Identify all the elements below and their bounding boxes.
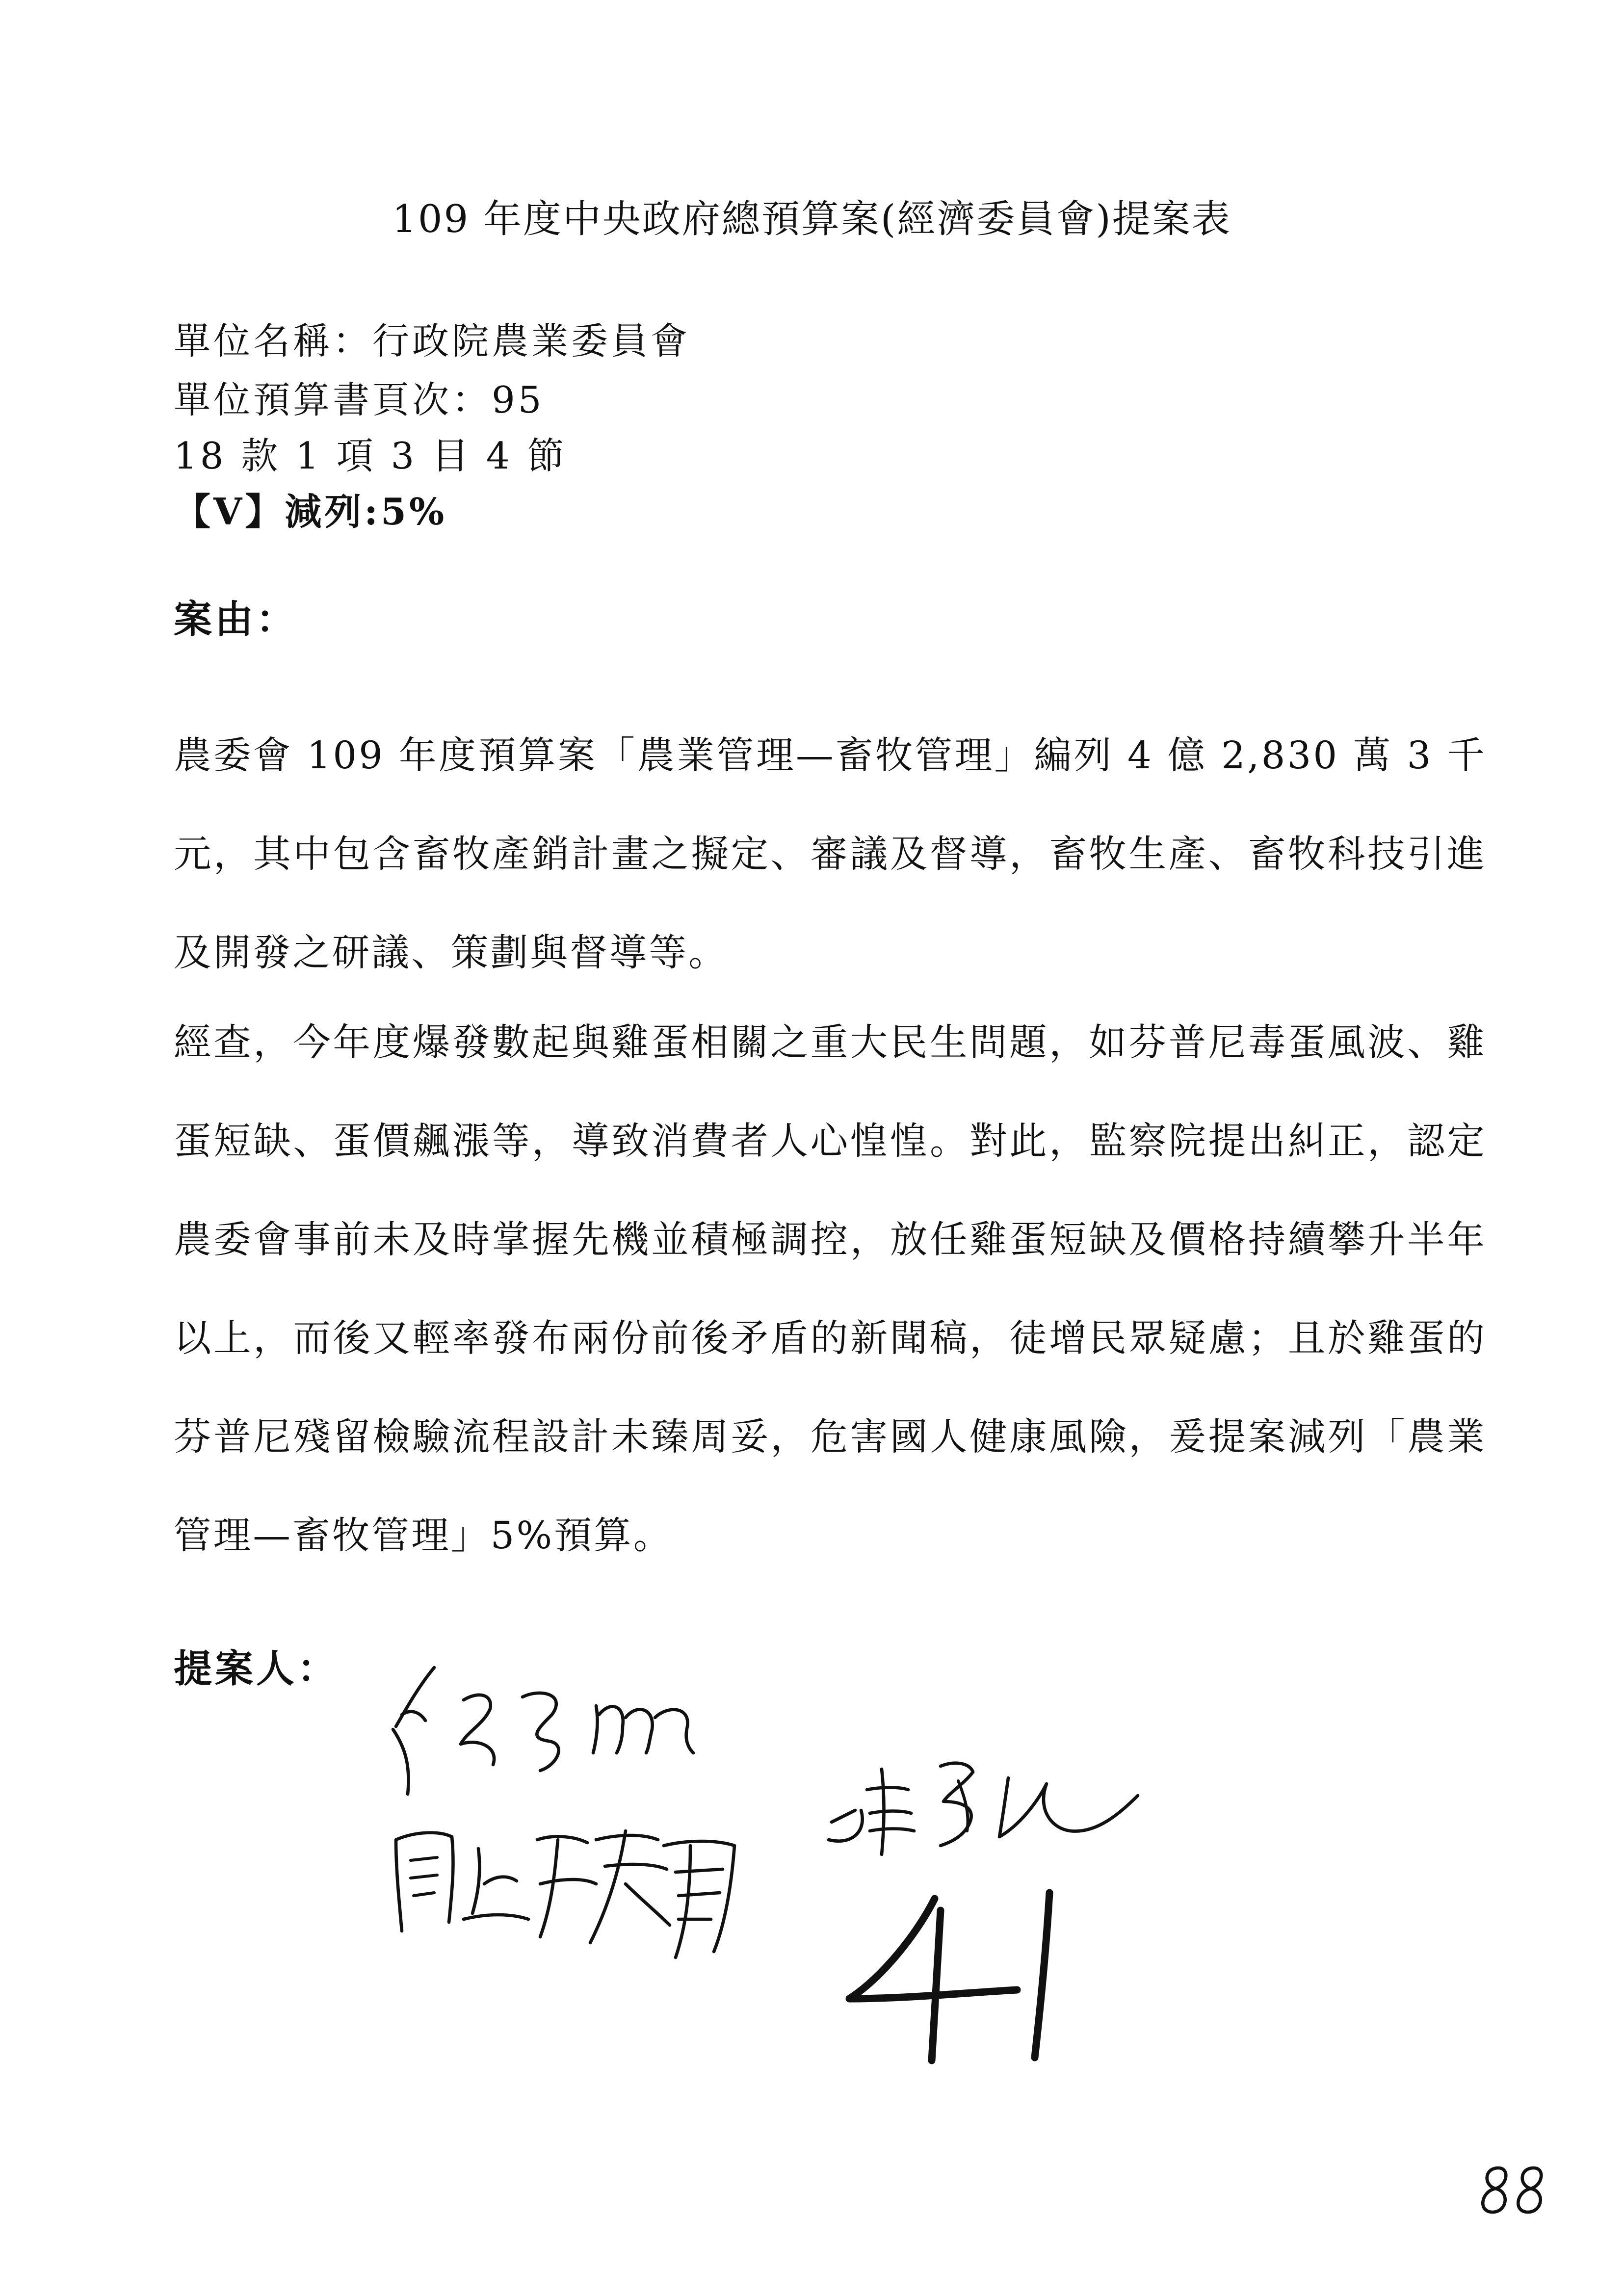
reason-heading: 案由： (174, 597, 298, 642)
reason-paragraph-1: 農委會 109 年度預算案「農業管理—畜牧管理」編列 4 億 2,830 萬 3 千元，其中包含畜牧產銷計畫之擬定、審議及督導，畜牧生產、畜牧科技引進及開發之研議、策劃與督導等。 (174, 734, 1487, 975)
budget-item-line: 18 款 1 項 3 目 4 節 (174, 434, 567, 477)
unit-name-line: 單位名稱：行政院農業委員會 (174, 319, 691, 363)
budget-page-line: 單位預算書頁次：95 (174, 378, 545, 421)
signature-2 (375, 1796, 758, 1972)
handwritten-number-41 (832, 1869, 1082, 2075)
handwritten-page-number (1472, 2156, 1560, 2230)
document-title: 109 年度中央政府總預算案(經濟委員會)提案表 (392, 197, 1231, 241)
reason-paragraph-2: 經查，今年度爆發數起與雞蛋相關之重大民生問題，如芬普尼毒蛋風波、雞蛋短缺、蛋價飆漲等，導致消費者人心惶惶。對此，監察院提出糾正，認定農委會事前未及時掌握先機並積極調控，放任雞蛋短缺及價格持續攀升半年以上，而後又輕率發布兩份前後矛盾的新聞稿，徒增民眾疑慮；且於雞蛋的芬普尼殘留檢驗流程設計未臻周妥，危害國人健康風險，爰提案減列「農業管理—畜牧管理」5%預算。 (174, 1021, 1487, 1558)
reduction-line: 【V】減列:5% (174, 490, 447, 533)
signature-3 (817, 1737, 1155, 1869)
proposer-heading: 提案人： (174, 1646, 339, 1691)
signature-1 (375, 1656, 729, 1803)
